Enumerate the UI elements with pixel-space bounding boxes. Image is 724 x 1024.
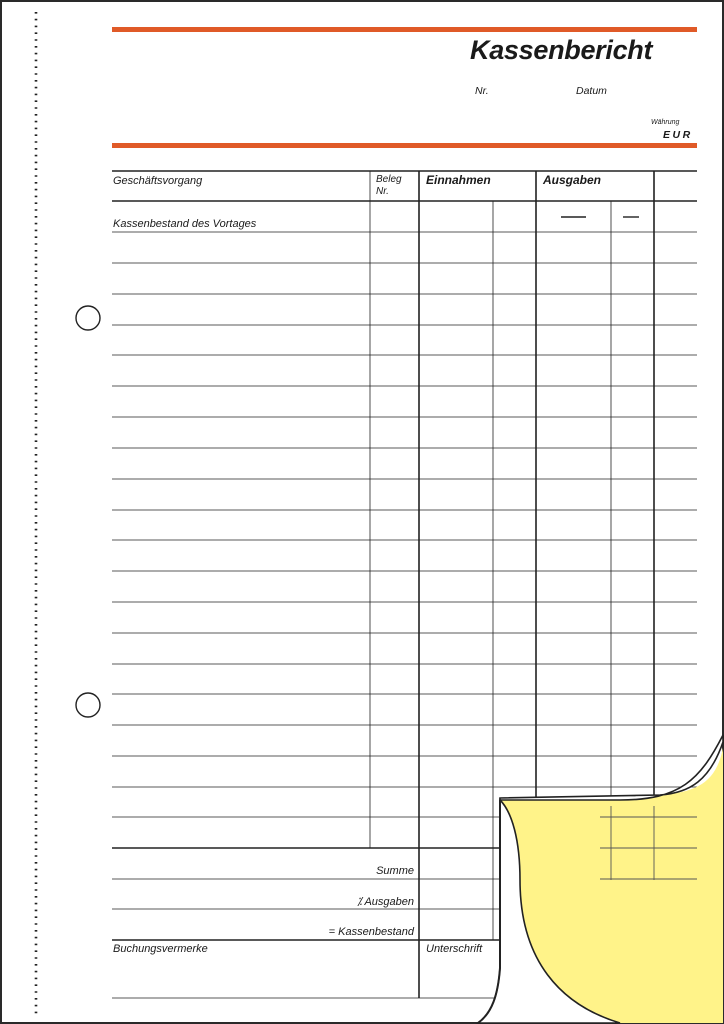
column-geschaeftsvorgang: Geschäftsvorgang — [113, 175, 203, 187]
first-row-label: Kassenbestand des Vortages — [113, 218, 257, 230]
column-beleg: Beleg — [376, 174, 402, 185]
column-einnahmen: Einnahmen — [426, 173, 491, 187]
punch-hole-bottom — [76, 693, 100, 717]
buchungsvermerke-label: Buchungsvermerke — [113, 943, 208, 955]
summe-label: Summe — [376, 865, 414, 877]
currency-value: EUR — [663, 129, 693, 141]
accent-bar-bottom — [112, 143, 697, 148]
unterschrift-label: Unterschrift — [426, 943, 483, 955]
minus-ausgaben-label: ⁒ Ausgaben — [356, 896, 414, 908]
datum-label: Datum — [576, 85, 607, 97]
column-ausgaben: Ausgaben — [543, 173, 602, 187]
accent-bar-top — [112, 27, 697, 32]
waehrung-label: Währung — [651, 119, 680, 126]
page-curl-outline — [478, 800, 500, 1023]
column-beleg-nr: Nr. — [376, 186, 389, 197]
kassenbestand-label: = Kassenbestand — [328, 926, 414, 938]
nr-label: Nr. — [475, 85, 489, 97]
punch-hole-top — [76, 306, 100, 330]
form-title: Kassenbericht — [470, 35, 653, 65]
